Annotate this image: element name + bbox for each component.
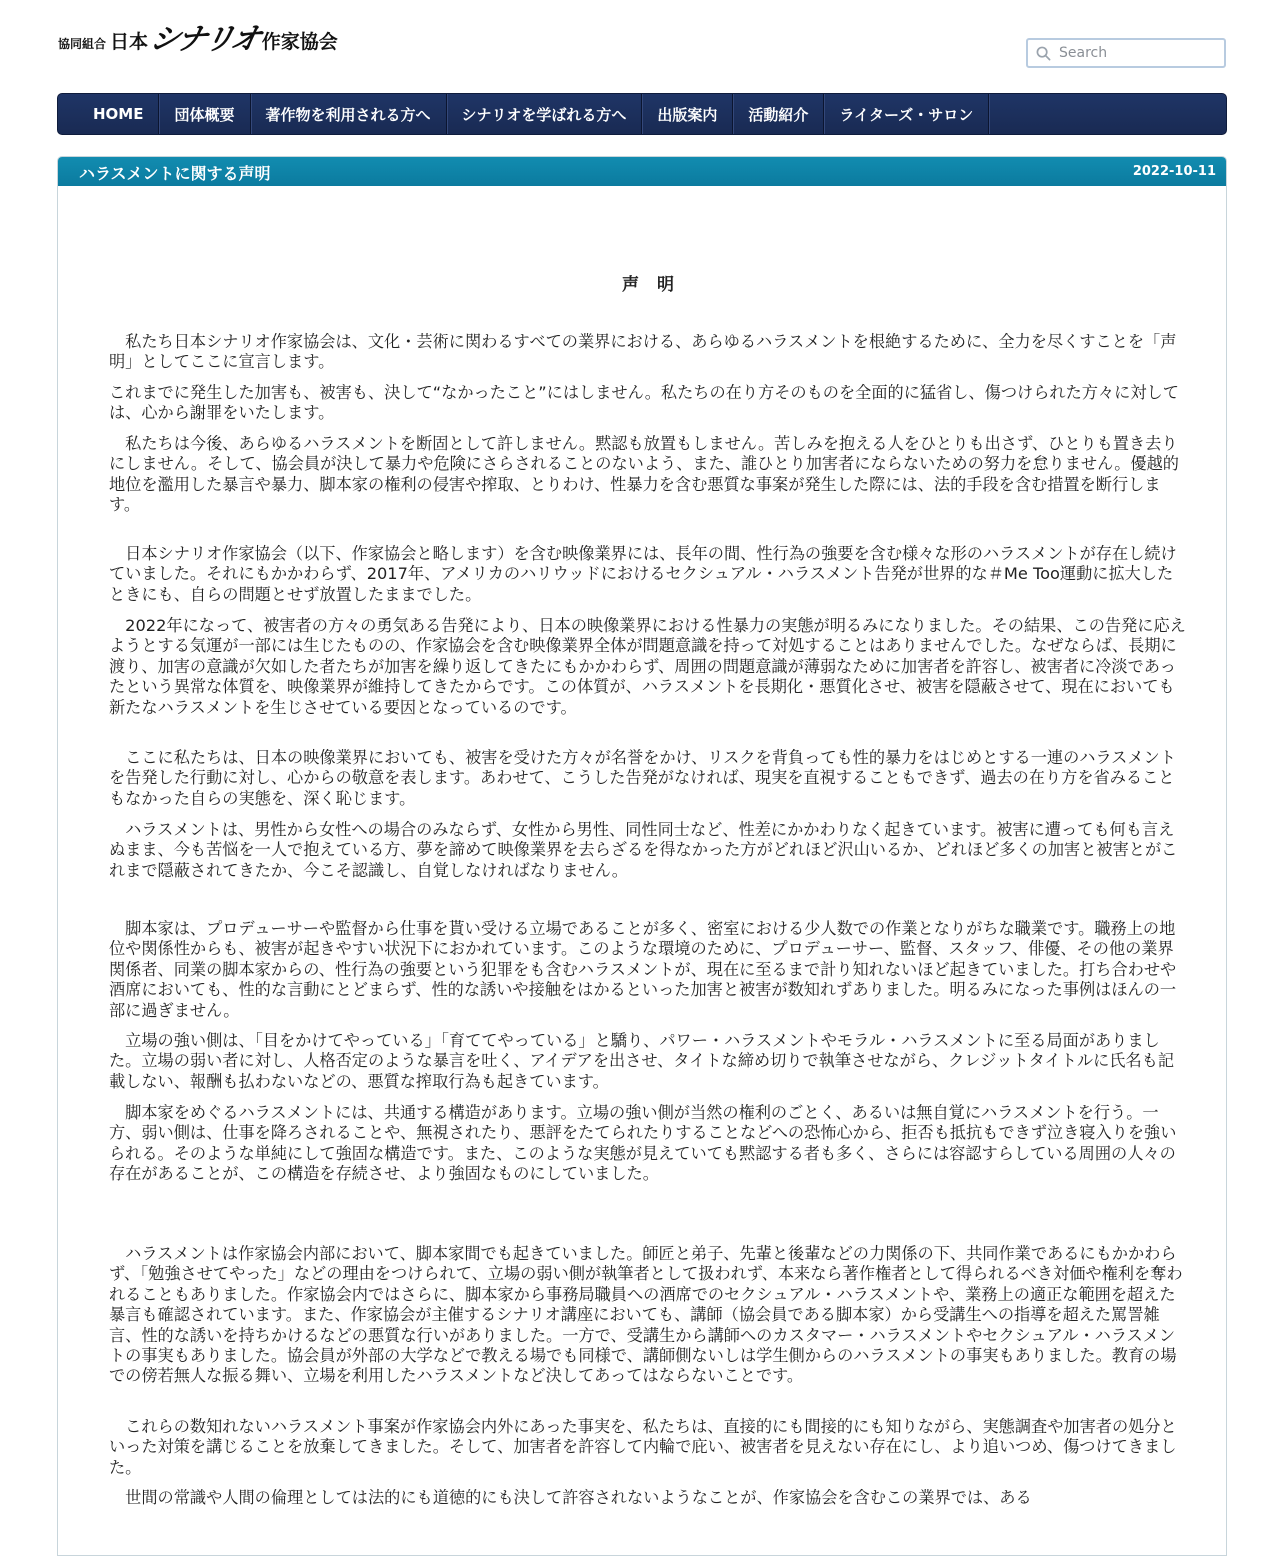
article-heading: 声明 (622, 275, 692, 295)
paragraph: これまでに発生した加害も、被害も、決して“なかったこと”にはしません。私たちの在り方そのものを全面的に猛省し、傷つけられた方々に対しては、心から謝罪をいたします。 (109, 383, 1179, 423)
article-date: 2022-10-11 (1132, 164, 1216, 179)
paragraph: 脚本家は、プロデューサーや監督から仕事を貰い受ける立場であることが多く、密室における少人数での作業となりがちな職業です。職務上の地位や関係性からも、被害が起きやすい状況下におかれています。このような環境のために、プロデューサー、監督、スタッフ、俳優、その他の業界関係者、同業の脚本家からの、性行為の強要という犯罪をも含むハラスメントが、現在に至るまで計り知れないほど起きていました。打ち合わせや酒席においても、性的な言動にとどまらず、性的な誘いや接触をはかるといった加害と被害が数知れずありました。明るみになった事例はほんの一部に過ぎません。 (109, 919, 1177, 1020)
nav-item-publications[interactable]: 出版案内 (642, 94, 733, 134)
logo-nihon: 日本 (110, 31, 149, 53)
paragraph: ここに私たちは、日本の映像業界においても、被害を受けた方々が名誉をかけ、リスクを背負っても性的暴力をはじめとする一連のハラスメントを告発した行動に対し、心からの敬意を表します。あわせて、こうした告発がなければ、現実を直視することもできず、過去の在り方を省みることもなかった自らの実態を、深く恥じます。 (109, 748, 1176, 808)
article-title: ハラスメントに関する声明 (79, 164, 271, 183)
paragraph: 脚本家をめぐるハラスメントには、共通する構造があります。立場の強い側が当然の権利のごとく、あるいは無自覚にハラスメントを行う。一方、弱い側は、仕事を降ろされることや、無視されたり、悪評をたてられたりすることなどへの恐怖心から、拒否も抵抗もできず泣き寝入りを強いられる。そのような単純にして強固な構造です。また、このような実態が見えていても黙認する者も多く、さらには容認すらしている周囲の人々の存在があることが、この構造を存続させ、より強固なものにしていました。 (109, 1103, 1177, 1184)
search-input[interactable] (1057, 44, 1211, 62)
article-panel (57, 156, 1227, 1556)
article-header (58, 157, 1226, 186)
paragraph: 2022年になって、被害者の方々の勇気ある告発により、日本の映像業界における性暴力の実態が明るみになりました。その結果、この告発に応えようとする気運が一部には生じたものの、作家協会を含む映像業界全体が問題意識を持って対処することはありませんでした。なぜならば、長期に渡り、加害の意識が欠如した者たちが加害を繰り返してきたにもかかわらず、周囲の問題意識が薄弱なために加害者を許容し、被害者に冷淡であったという異常な体質を、映像業界が維持してきたからです。この体質が、ハラスメントを長期化・悪質化させ、被害を隠蔽させて、現在においても新たなハラスメントを生じさせている要因となっているのです。 (109, 616, 1186, 717)
search-box[interactable] (1026, 38, 1226, 68)
nav-item-learners[interactable]: シナリオを学ばれる方へ (447, 94, 643, 134)
paragraph: 日本シナリオ作家協会（以下、作家協会と略します）を含む映像業界には、長年の間、性行為の強要を含む様々な形のハラスメントが存在し続けていました。それにもかかわらず、2017年、アメリカのハリウッドにおけるセクシュアル・ハラスメント告発が世界的な＃Me Too運動に拡大したときにも、自らの問題とせず放置したままでした。 (109, 544, 1177, 604)
nav-item-about[interactable]: 団体概要 (159, 94, 250, 134)
paragraph: ハラスメントは、男性から女性への場合のみならず、女性から男性、同性同士など、性差にかかわりなく起きています。被害に遭っても何も言えぬまま、今も苦悩を一人で抱えている方、夢を諦めて映像業界を去らざるを得なかった方がどれほど沢山いるか、どれほど多くの加害と被害とがこれまで隠蔽されてきたか、今こそ認識し、自覚しなければなりません。 (109, 820, 1178, 880)
paragraph: これらの数知れないハラスメント事案が作家協会内外にあった事実を、私たちは、直接的にも間接的にも知りながら、実態調査や加害者の処分といった対策を講じることを放棄してきました。そして、加害者を許容して内輪で庇い、被害者を見えない存在にし、より追いつめ、傷つけてきました。 (109, 1417, 1177, 1477)
nav-item-writers-salon[interactable]: ライターズ・サロン (824, 94, 989, 134)
search-icon (1036, 46, 1051, 61)
logo-kumiai: 協同組合 (58, 37, 107, 51)
paragraph: 世間の常識や人間の倫理としては法的にも道徳的にも決して許容されないようなことが、作家協会を含むこの業界では、ある (109, 1488, 1032, 1507)
nav-item-activities[interactable]: 活動紹介 (733, 94, 824, 134)
logo-scenario: シナリオ (146, 22, 262, 57)
nav-item-home[interactable]: HOME (58, 94, 159, 134)
paragraph: ハラスメントは作家協会内部において、脚本家間でも起きていました。師匠と弟子、先輩と後輩などの力関係の下、共同作業であるにもかかわらず、「勉強させてやった」などの理由をつけられて、立場の弱い側が執筆者として扱われず、本来なら著作権者として得られるべき対価や権利を奪われることもありました。作家協会内ではさらに、脚本家から事務局職員への酒席でのセクシュアル・ハラスメントや、業務上の適正な範囲を超えた暴言も確認されています。また、作家協会が主催するシナリオ講座においても、講師（協会員である脚本家）から受講生への指導を超えた罵詈雑言、性的な誘いを持ちかけるなどの悪質な行いがありました。一方で、受講生から講師へのカスタマー・ハラスメントやセクシュアル・ハラスメントの事実もありました。協会員が外部の大学などで教える場でも同様で、講師側ないしは学生側からのハラスメントの事実もありました。教育の場での傍若無人な振る舞い、立場を利用したハラスメントなど決してあってはならないことです。 (109, 1244, 1183, 1386)
paragraph: 立場の強い側は、「目をかけてやっている」「育ててやっている」と驕り、パワー・ハラスメントやモラル・ハラスメントに至る局面がありました。立場の弱い者に対し、人格否定のような暴言を吐く、アイデアを出させ、タイトな締め切りで執筆させながら、クレジットタイトルに氏名も記載しない、報酬も払わないなどの、悪質な搾取行為も起きています。 (109, 1031, 1175, 1091)
paragraph: 私たちは今後、あらゆるハラスメントを断固として許しません。黙認も放置もしません。苦しみを抱える人をひとりも出さず、ひとりも置き去りにしません。そして、協会員が決して暴力や危険にさらされることのないよう、また、誰ひとり加害者にならないための努力を怠りません。優越的地位を濫用した暴言や暴力、脚本家の権利の侵害や搾取、とりわけ、性暴力を含む悪質な事案が発生した際には、法的手段を含む措置を断行します。 (109, 434, 1179, 515)
site-logo[interactable] (58, 24, 338, 56)
logo-kyokai: 作家協会 (261, 31, 338, 53)
main-nav (57, 93, 1227, 135)
nav-item-copyright-users[interactable]: 著作物を利用される方へ (251, 94, 447, 134)
paragraph: 私たち日本シナリオ作家協会は、文化・芸術に関わるすべての業界における、あらゆるハラスメントを根絶するために、全力を尽くすことを「声明」としてここに宣言します。 (109, 332, 1177, 372)
